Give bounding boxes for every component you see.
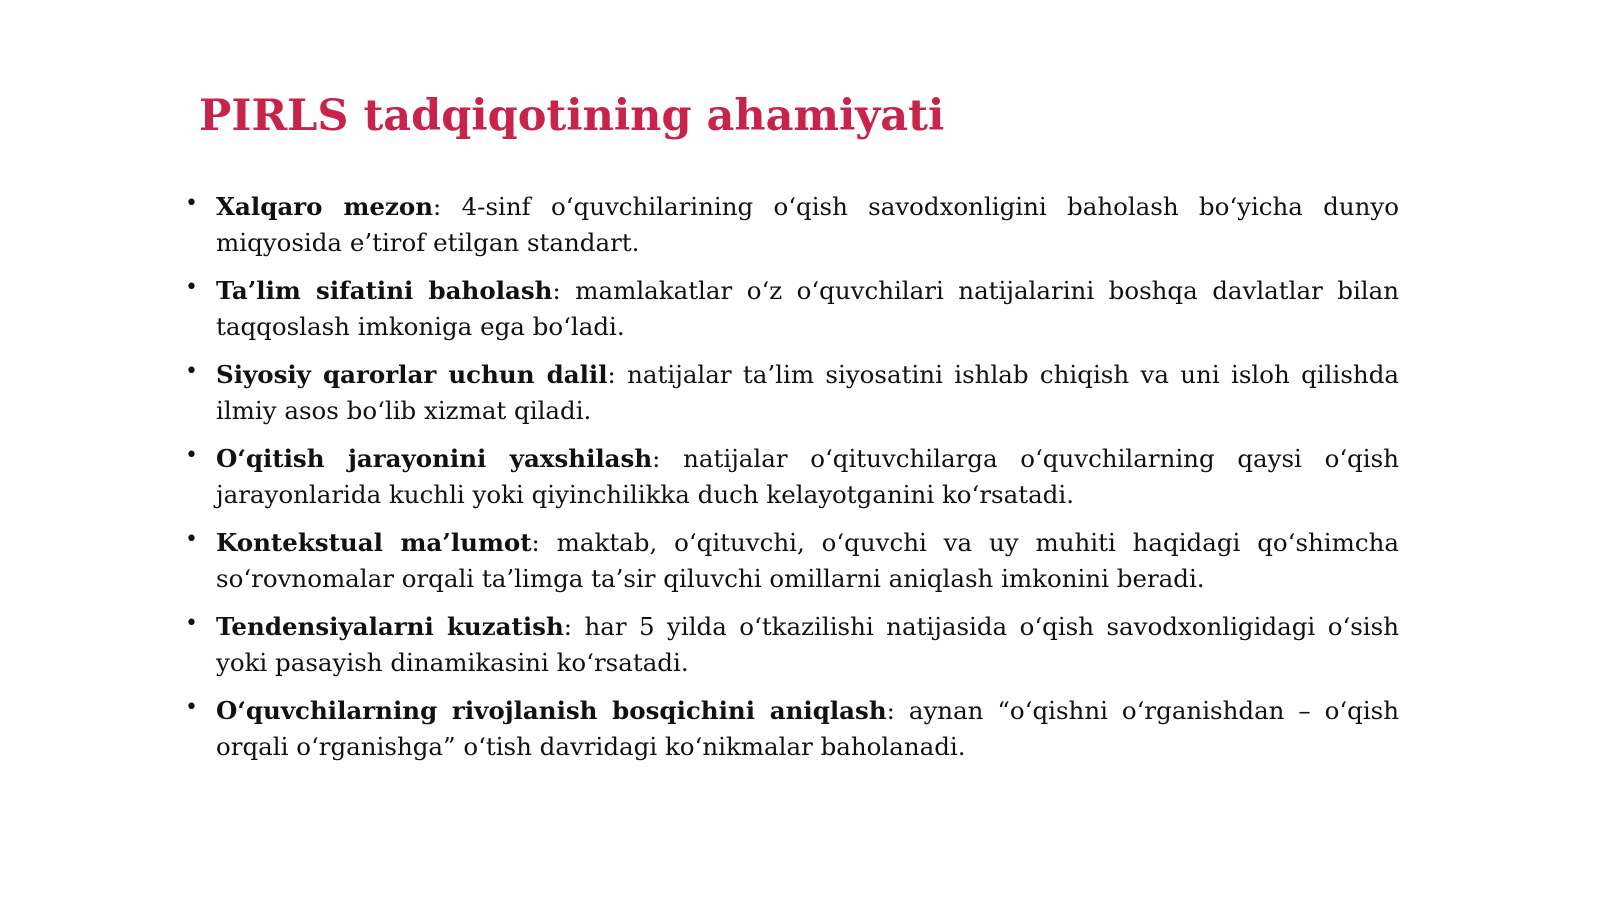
list-item xyxy=(185,189,1399,261)
bullet-icon: • xyxy=(185,695,198,720)
item-term: Kontekstual ma’lumot xyxy=(216,528,532,557)
list-item xyxy=(185,357,1399,429)
list-item xyxy=(185,693,1399,765)
item-term: Ta’lim sifatini baholash xyxy=(216,276,553,305)
item-separator: : xyxy=(552,276,576,305)
bullet-icon: • xyxy=(185,443,198,468)
item-separator: : xyxy=(563,612,585,641)
slide-title: PIRLS tadqiqotining ahamiyati xyxy=(199,91,945,141)
item-text: 4-sinf o‘quvchilarining o‘qish savodxonligini baholash bo‘yicha dunyo miqyosida e’tirof etilgan standart. xyxy=(216,192,1400,257)
item-term: Siyosiy qarorlar uchun dalil xyxy=(216,360,608,389)
item-term: Xalqaro mezon xyxy=(216,192,434,221)
item-text: har 5 yilda o‘tkazilishi natijasida o‘qish savodxonligidagi o‘sish yoki pasayish dinamikasini ko‘rsatadi. xyxy=(216,612,1399,677)
item-separator: : xyxy=(652,444,684,473)
bullet-icon: • xyxy=(185,611,198,636)
bullet-icon: • xyxy=(185,191,198,216)
item-text: aynan “o‘qishni o‘rganishdan – o‘qish orqali o‘rganishga” o‘tish davridagi ko‘nikmalar baholanadi. xyxy=(216,696,1400,761)
item-separator: : xyxy=(531,528,557,557)
item-text: maktab, o‘qituvchi, o‘quvchi va uy muhiti haqidagi qo‘shimcha so‘rovnomalar orqali ta’limga ta’sir qiluvchi omillarni aniqlash imkonini beradi. xyxy=(216,528,1399,593)
list-item xyxy=(185,525,1399,597)
item-separator: : xyxy=(886,696,909,725)
item-text: natijalar o‘qituvchilarga o‘quvchilarning qaysi o‘qish jarayonlarida kuchli yoki qiyinchilikka duch kelayotganini ko‘rsatadi. xyxy=(216,444,1399,509)
item-term: Tendensiyalarni kuzatish xyxy=(216,612,564,641)
item-term: O‘qitish jarayonini yaxshilash xyxy=(216,444,653,473)
item-term: O‘quvchilarning rivojlanish bosqichini aniqlash xyxy=(216,696,887,725)
bullet-icon: • xyxy=(185,527,198,552)
item-separator: : xyxy=(607,360,628,389)
bullet-icon: • xyxy=(185,359,198,384)
item-text: mamlakatlar o‘z o‘quvchilari natijalarini boshqa davlatlar bilan taqqoslash imkoniga ega bo‘ladi. xyxy=(216,276,1400,341)
bullet-list xyxy=(185,189,1399,777)
list-item xyxy=(185,609,1399,681)
item-text: natijalar ta’lim siyosatini ishlab chiqish va uni isloh qilishda ilmiy asos bo‘lib xizmat qiladi. xyxy=(216,360,1399,425)
bullet-icon: • xyxy=(185,275,198,300)
list-item xyxy=(185,273,1399,345)
list-item xyxy=(185,441,1399,513)
item-separator: : xyxy=(433,192,462,221)
